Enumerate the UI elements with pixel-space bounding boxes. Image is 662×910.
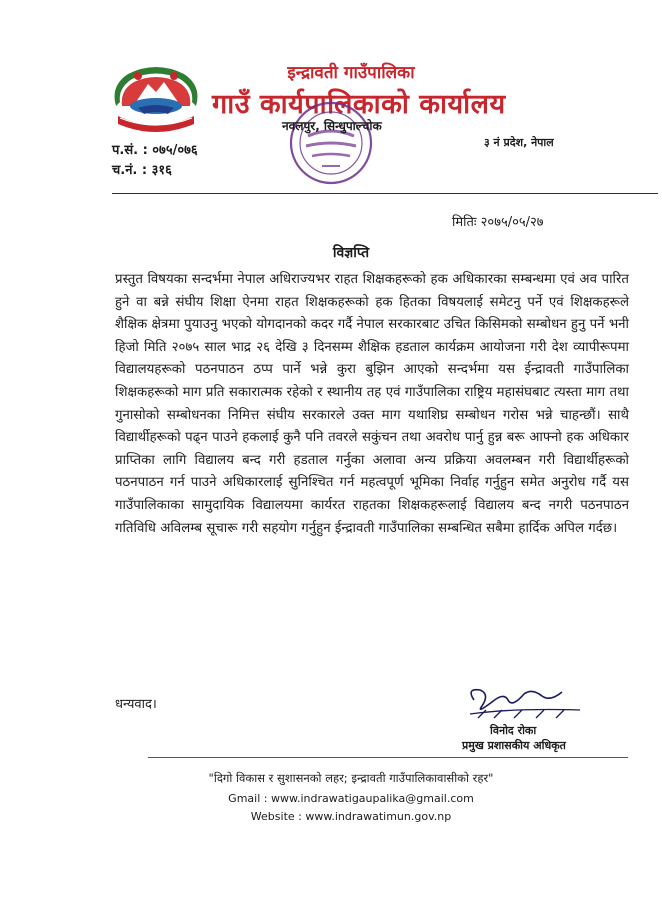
office-address: नवलपुर, सिन्धुपाल्चोक: [282, 119, 382, 133]
dispatch-number: च.नं. : ३१६: [112, 163, 172, 178]
footer-gmail[interactable]: Gmail : www.indrawatigaupalika@gmail.com: [228, 792, 474, 805]
footer-divider: [148, 757, 628, 758]
footer-website[interactable]: Website : www.indrawatimun.gov.np: [250, 810, 452, 823]
municipality-name: इन्द्रावती गाउँपालिका: [287, 63, 415, 83]
province-label: ३ नं प्रदेश, नेपाल: [484, 136, 554, 149]
notice-body: प्रस्तुत विषयका सन्दर्भमा नेपाल अधिराज्यभर राहत शिक्षकहरूको हक अधिकारका सम्बन्धमा एवं अव पारित हुने वा बन्ने संघीय शिक्षा ऐनमा राहत शिक्षकहरूको हक हितका विषयलाई समेटनु पर्ने एवं शिक्षकहरूले शैक्षिक क्षेत्रमा पुयाउनु भएको योगदानको कदर गर्दै नेपाल सरकारबाट उचित किसिमको सम्बोधन हुनु पर्ने भनी हिजो मिति २०७५ साल भाद्र २६ देखि ३ दिनसम्म शैक्षिक हडताल कार्यक्रम आयोजना गरी देश व्यापीरूपमा विद्यालयहरूको पठनपाठन ठप्प पार्ने भन्ने कुरा बुझिन आएको सन्दर्भमा यस ईन्द्रावती गाउँपालिका शिक्षकहरूको माग प्रति सकारात्मक रहेको र स्थानीय तह एवं गाउँपालिका राष्ट्रिय महासंघबाट त्यस्ता माग तथा गुनासोको सम्बोधनका निमित्त संघीय सरकारले उक्त माग यथाशिघ्र सम्बोधन गरोस भन्ने चाहन्छौं। साथै विद्यार्थीहरूको पढ्न पाउने हकलाई कुनै पनि तवरले सकुंचन तथा अवरोध पार्नु हुन्न बरू आफ्नो हक अधिकार प्राप्तिका लागि विद्यालय बन्द गरी हडताल गर्नुका अलावा अन्य प्रक्रिया अवलम्बन गरी विद्यार्थीहरूको पठनपाठन गर्न पाउने अधिकारलाई सुनिश्चित गर्न महत्वपूर्ण भूमिका निर्वाह गर्नुहुन समेत अनुरोध गर्दै यस गाउँपालिकाका सामुदायिक विद्यालयमा कार्यरत राहतका शिक्षकहरूलाई विद्यालय बन्द नगरी पठनपाठन गतिविधि अविलम्ब सूचारू गरी सहयोग गर्नुहुन ईन्द्रावती गाउँपालिका सम्बन्धित सबैमा हार्दिक अपिल गर्दछ।: [115, 272, 629, 536]
office-title: गाउँ कार्यपालिकाको कार्यालय: [212, 89, 506, 120]
letter-date: मितिः २०७५/०५/२७: [452, 215, 544, 230]
notice-title: विज्ञप्ति: [332, 245, 370, 261]
header-divider: [112, 193, 658, 194]
footer-slogan: "दिगो विकास र सुशासनको लहर; इन्द्रावती गाउँपालिकावासीको रहर": [208, 771, 494, 785]
closing-thanks: धन्यवाद।: [115, 697, 157, 712]
signatory-name: विनोद रोका: [490, 724, 537, 737]
reference-number: प.सं. : ०७५/०७६: [112, 143, 198, 158]
signatory-title: प्रमुख प्रशासकीय अधिकृत: [462, 739, 566, 752]
official-seal-stamp: [288, 100, 374, 186]
